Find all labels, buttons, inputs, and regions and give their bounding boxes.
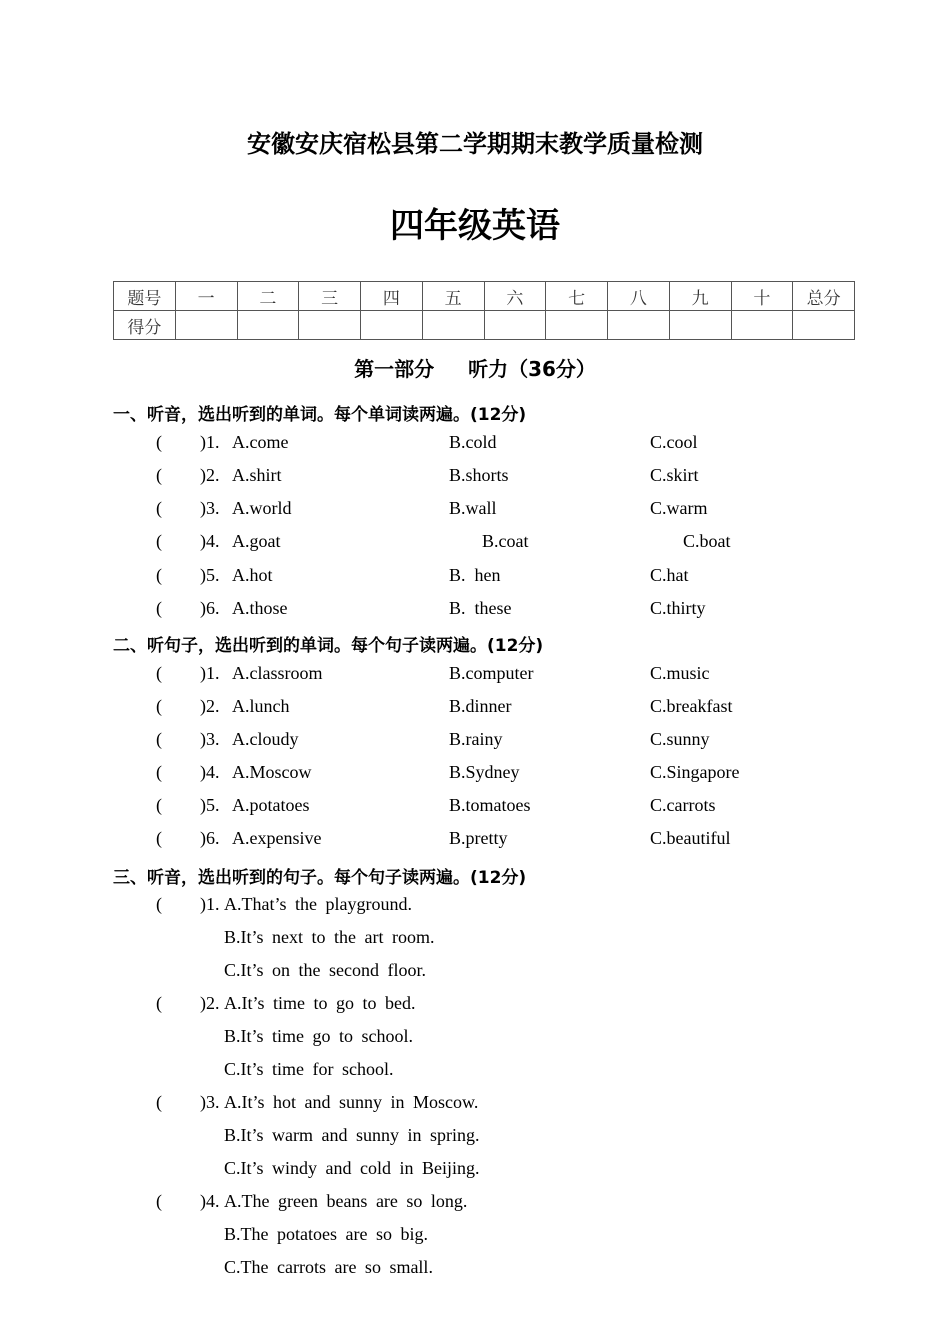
part-title-left: 第一部分 [354, 357, 435, 381]
option-a: A.world [232, 498, 292, 518]
answer-blank[interactable]: ( [156, 828, 162, 848]
question-number: )4. [200, 531, 220, 551]
option-c: C.boat [683, 531, 731, 551]
section1-heading: 一、听音，选出听到的单词。每个单词读两遍。(12分) [113, 405, 527, 425]
option-b: B.wall [449, 498, 497, 518]
question-row [0, 598, 950, 624]
section2-heading: 二、听句子，选出听到的单词。每个句子读两遍。(12分) [113, 636, 544, 656]
exam-title: 安徽安庆宿松县第二学期期末教学质量检测 [247, 130, 703, 158]
option-row [0, 960, 950, 986]
answer-blank[interactable]: ( [156, 465, 162, 485]
question-number: )5. [200, 565, 220, 585]
answer-blank[interactable]: ( [156, 795, 162, 815]
question-row [0, 663, 950, 689]
option-a: A.The green beans are so long. [224, 1191, 468, 1211]
question-row [0, 762, 950, 788]
option-a: A.potatoes [232, 795, 310, 815]
question-number: )4. [200, 1191, 220, 1211]
header-cell: 九 [669, 282, 731, 311]
option-a: A.classroom [232, 663, 323, 683]
option-b: B.It’s warm and sunny in spring. [224, 1125, 480, 1145]
question-number: )6. [200, 828, 220, 848]
option-b: B.rainy [449, 729, 503, 749]
question-number: )2. [200, 696, 220, 716]
question-row [0, 465, 950, 491]
header-cell: 七 [546, 282, 608, 311]
score-cell[interactable] [175, 311, 237, 340]
option-b: B.dinner [449, 696, 512, 716]
question-row [0, 828, 950, 854]
option-c: C.cool [650, 432, 698, 452]
option-c: C.hat [650, 565, 689, 585]
option-a: A.those [232, 598, 288, 618]
question-number: )2. [200, 465, 220, 485]
answer-blank[interactable]: ( [156, 565, 162, 585]
score-cell[interactable] [546, 311, 608, 340]
option-c: C.skirt [650, 465, 699, 485]
answer-blank[interactable]: ( [156, 498, 162, 518]
score-cell[interactable] [422, 311, 484, 340]
question-row [0, 498, 950, 524]
answer-blank[interactable]: ( [156, 1191, 162, 1211]
option-a: A.lunch [232, 696, 290, 716]
option-row [0, 927, 950, 953]
question-row [0, 696, 950, 722]
score-row-label: 得分 [114, 311, 176, 340]
option-a: A.It’s hot and sunny in Moscow. [224, 1092, 479, 1112]
option-c: C.thirty [650, 598, 706, 618]
score-cell[interactable] [299, 311, 361, 340]
option-row [0, 1224, 950, 1250]
option-b: B.tomatoes [449, 795, 531, 815]
answer-blank[interactable]: ( [156, 696, 162, 716]
option-c: C.The carrots are so small. [224, 1257, 433, 1277]
question-number: )6. [200, 598, 220, 618]
answer-blank[interactable]: ( [156, 762, 162, 782]
option-b: B.It’s time go to school. [224, 1026, 413, 1046]
question-number: )2. [200, 993, 220, 1013]
answer-blank[interactable]: ( [156, 993, 162, 1013]
answer-blank[interactable]: ( [156, 598, 162, 618]
question-number: )1. [200, 663, 220, 683]
question-number: )3. [200, 1092, 220, 1112]
option-a: A.Moscow [232, 762, 312, 782]
option-b: B.cold [449, 432, 497, 452]
score-cell[interactable] [669, 311, 731, 340]
answer-blank[interactable]: ( [156, 663, 162, 683]
option-b: B. these [449, 598, 512, 618]
option-row [0, 1026, 950, 1052]
option-a: A.It’s time to go to bed. [224, 993, 416, 1013]
option-c: C.It’s on the second floor. [224, 960, 426, 980]
answer-blank[interactable]: ( [156, 531, 162, 551]
score-cell[interactable] [237, 311, 299, 340]
section3-heading: 三、听音，选出听到的句子。每个句子读两遍。(12分) [113, 868, 527, 888]
header-cell: 八 [608, 282, 670, 311]
header-cell: 六 [484, 282, 546, 311]
option-c: C.breakfast [650, 696, 733, 716]
option-b: B. hen [449, 565, 501, 585]
option-b: B.shorts [449, 465, 509, 485]
header-cell: 一 [175, 282, 237, 311]
option-c: C.sunny [650, 729, 710, 749]
option-c: C.It’s time for school. [224, 1059, 394, 1079]
header-cell: 题号 [114, 282, 176, 311]
question-number: )4. [200, 762, 220, 782]
answer-blank[interactable]: ( [156, 1092, 162, 1112]
option-row [0, 1125, 950, 1151]
option-c: C.beautiful [650, 828, 731, 848]
score-table-header-row [114, 282, 855, 311]
question-number: )3. [200, 498, 220, 518]
option-a: A.come [232, 432, 289, 452]
score-table [113, 281, 855, 340]
option-b: B.pretty [449, 828, 508, 848]
option-b: B.It’s next to the art room. [224, 927, 435, 947]
question-number: )1. [200, 432, 220, 452]
question-row [0, 993, 950, 1019]
header-cell: 二 [237, 282, 299, 311]
score-cell[interactable] [731, 311, 793, 340]
question-number: )1. [200, 894, 220, 914]
score-cell[interactable] [361, 311, 423, 340]
option-a: A.goat [232, 531, 281, 551]
question-row [0, 1092, 950, 1118]
score-cell[interactable] [484, 311, 546, 340]
question-row [0, 894, 950, 920]
answer-blank[interactable]: ( [156, 432, 162, 452]
question-row [0, 565, 950, 591]
option-a: A.shirt [232, 465, 282, 485]
question-row [0, 432, 950, 458]
option-c: C.Singapore [650, 762, 740, 782]
part-title [0, 353, 950, 382]
header-cell: 四 [361, 282, 423, 311]
answer-blank[interactable]: ( [156, 894, 162, 914]
question-row [0, 795, 950, 821]
question-row [0, 531, 950, 557]
score-cell[interactable] [608, 311, 670, 340]
option-row [0, 1059, 950, 1085]
header-cell: 三 [299, 282, 361, 311]
score-table-score-row [114, 311, 855, 340]
option-c: C.carrots [650, 795, 716, 815]
option-b: B.The potatoes are so big. [224, 1224, 428, 1244]
score-cell[interactable] [793, 311, 855, 340]
option-row [0, 1158, 950, 1184]
option-b: B.coat [482, 531, 529, 551]
option-c: C.warm [650, 498, 708, 518]
header-cell: 总分 [793, 282, 855, 311]
option-a: A.That’s the playground. [224, 894, 412, 914]
option-b: B.Sydney [449, 762, 520, 782]
question-row [0, 1191, 950, 1217]
question-number: )5. [200, 795, 220, 815]
part-title-right: 听力（36分） [468, 357, 596, 381]
question-number: )3. [200, 729, 220, 749]
question-row [0, 729, 950, 755]
option-a: A.expensive [232, 828, 322, 848]
option-c: C.It’s windy and cold in Beijing. [224, 1158, 480, 1178]
option-a: A.hot [232, 565, 273, 585]
option-row [0, 1257, 950, 1283]
exam-subtitle: 四年级英语 [390, 206, 560, 246]
option-b: B.computer [449, 663, 534, 683]
header-cell: 五 [422, 282, 484, 311]
option-a: A.cloudy [232, 729, 299, 749]
header-cell: 十 [731, 282, 793, 311]
option-c: C.music [650, 663, 710, 683]
answer-blank[interactable]: ( [156, 729, 162, 749]
